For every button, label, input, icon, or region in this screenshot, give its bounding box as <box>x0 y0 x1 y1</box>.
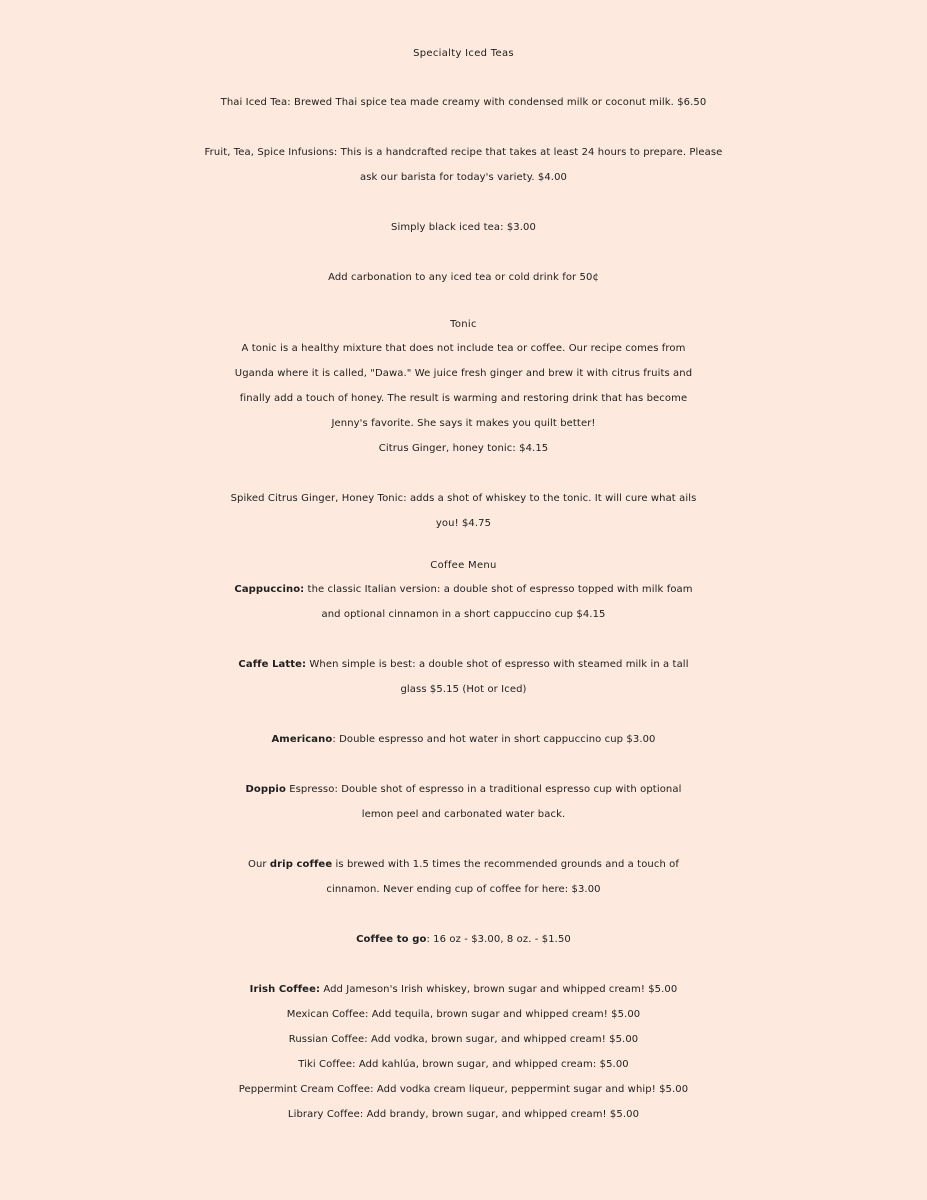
section-heading-tonic: Tonic <box>450 319 477 330</box>
menu-item-cappuccino-line-1 <box>0 577 927 602</box>
doppio-description: Espresso: Double shot of espresso in a traditional espresso cup with optional <box>285 784 682 795</box>
coffee-to-go-name: Coffee to go <box>356 934 427 945</box>
tonic-description-line-1: A tonic is a healthy mixture that does not include tea or coffee. Our recipe comes from <box>241 343 686 354</box>
menu-item-infusions-line-1: Fruit, Tea, Spice Infusions: This is a handcrafted recipe that takes at least 24 hours to prepare. Please <box>204 147 723 158</box>
coffee-to-go-description: : 16 oz - $3.00, 8 oz. - $1.50 <box>426 934 571 945</box>
menu-item-thai-iced-tea: Thai Iced Tea: Brewed Thai spice tea made creamy with condensed milk or coconut milk. $6.50 <box>220 97 707 108</box>
caffe-latte-description: When simple is best: a double shot of espresso with steamed milk in a tall <box>306 659 689 670</box>
menu-item-drip-coffee-line-1 <box>0 852 927 877</box>
cappuccino-description: the classic Italian version: a double shot of espresso topped with milk foam <box>304 584 693 595</box>
section-heading-specialty-iced-teas: Specialty Iced Teas <box>413 48 514 59</box>
menu-item-doppio-line-1 <box>0 777 927 802</box>
irish-coffee-name: Irish Coffee: <box>249 984 321 995</box>
menu-item-peppermint-cream-coffee: Peppermint Cream Coffee: Add vodka cream liqueur, peppermint sugar and whip! $5.00 <box>238 1084 689 1095</box>
drip-coffee-name: drip coffee <box>269 859 333 870</box>
doppio-name: Doppio <box>245 784 286 795</box>
menu-item-black-iced-tea: Simply black iced tea: $3.00 <box>391 222 536 233</box>
menu-item-library-coffee: Library Coffee: Add brandy, brown sugar, and whipped cream! $5.00 <box>287 1109 640 1120</box>
menu-item-caffe-latte-line-2: glass $5.15 (Hot or Iced) <box>400 684 527 695</box>
menu-item-doppio-line-2: lemon peel and carbonated water back. <box>361 809 566 820</box>
menu-item-caffe-latte-line-1 <box>0 652 927 677</box>
menu-item-drip-coffee-line-2: cinnamon. Never ending cup of coffee for here: $3.00 <box>326 884 601 895</box>
irish-coffee-description: Add Jameson's Irish whiskey, brown sugar and whipped cream! $5.00 <box>320 984 678 995</box>
menu-item-citrus-ginger-tonic: Citrus Ginger, honey tonic: $4.15 <box>378 443 549 454</box>
section-heading-coffee-menu: Coffee Menu <box>430 560 497 571</box>
menu-note-carbonation: Add carbonation to any iced tea or cold drink for 50¢ <box>328 272 599 283</box>
menu-item-coffee-to-go <box>0 927 927 952</box>
caffe-latte-name: Caffe Latte: <box>238 659 307 670</box>
menu-item-cappuccino-line-2: and optional cinnamon in a short cappuccino cup $4.15 <box>321 609 606 620</box>
menu-item-tiki-coffee: Tiki Coffee: Add kahlúa, brown sugar, and whipped cream: $5.00 <box>298 1059 629 1070</box>
drip-coffee-prefix: Our <box>247 859 270 870</box>
drip-coffee-description: is brewed with 1.5 times the recommended grounds and a touch of <box>332 859 680 870</box>
tonic-description-line-4: Jenny's favorite. She says it makes you quilt better! <box>331 418 596 429</box>
tonic-description-line-3: finally add a touch of honey. The result is warming and restoring drink that has become <box>239 393 688 404</box>
menu-item-mexican-coffee: Mexican Coffee: Add tequila, brown sugar and whipped cream! $5.00 <box>286 1009 641 1020</box>
tonic-description-line-2: Uganda where it is called, "Dawa." We juice fresh ginger and brew it with citrus fruits and <box>234 368 693 379</box>
menu-item-spiked-tonic-line-1: Spiked Citrus Ginger, Honey Tonic: adds a shot of whiskey to the tonic. It will cure what ails <box>230 493 697 504</box>
menu-item-spiked-tonic-line-2: you! $4.75 <box>435 518 492 529</box>
cappuccino-name: Cappuccino: <box>234 584 305 595</box>
menu-item-russian-coffee: Russian Coffee: Add vodka, brown sugar, and whipped cream! $5.00 <box>288 1034 639 1045</box>
menu-item-irish-coffee <box>0 977 927 1002</box>
menu-item-americano <box>0 727 927 752</box>
menu-item-infusions-line-2: ask our barista for today's variety. $4.00 <box>359 172 568 183</box>
americano-description: : Double espresso and hot water in short cappuccino cup $3.00 <box>332 734 656 745</box>
americano-name: Americano <box>271 734 333 745</box>
